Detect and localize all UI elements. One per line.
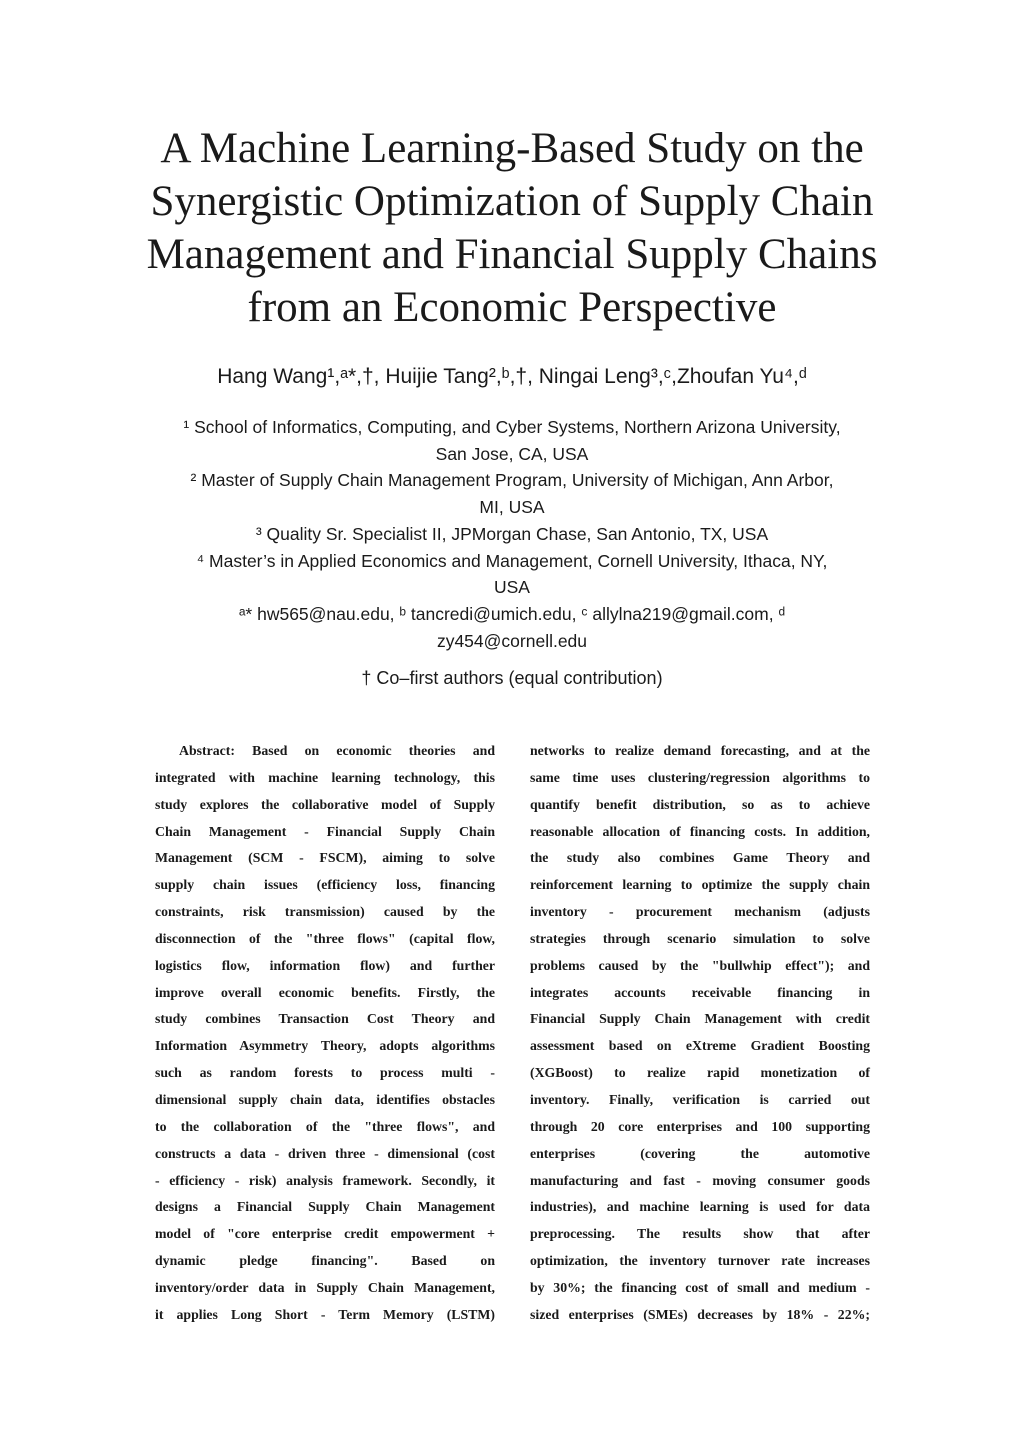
affiliation-line: ¹ School of Informatics, Computing, and Cyber Systems, Northern Arizona University,: [183, 417, 841, 437]
abstract-line: supply chain issues (efficiency loss, financing: [155, 877, 495, 893]
abstract-line: constructs a data - driven three - dimensional (cost: [155, 1145, 495, 1161]
affiliation-line: MI, USA: [479, 497, 545, 518]
affiliation-line: ² Master of Supply Chain Management Program, University of Michigan, Ann Arbor,: [190, 470, 834, 491]
affiliation-line: ³ Quality Sr. Specialist II, JPMorgan Chase, San Antonio, TX, USA: [255, 523, 769, 544]
abstract-line: sized enterprises (SMEs) decreases by 18% - 22%;: [530, 1306, 870, 1322]
abstract-line: same time uses clustering/regression algorithms to: [530, 769, 870, 785]
abstract-line: model of "core enterprise credit empowerment +: [155, 1226, 495, 1242]
author-list: Hang Wang¹,ᵃ*,†, Huijie Tang²,ᵇ,†, Ningai Leng³,ᶜ,Zhoufan Yu⁴,ᵈ: [217, 365, 807, 388]
title-line: Management and Financial Supply Chains: [146, 231, 878, 278]
abstract-line: dimensional supply chain data, identifies obstacles: [155, 1091, 495, 1107]
abstract-line: inventory/order data in Supply Chain Management,: [155, 1279, 495, 1295]
abstract-line: preprocessing. The results show that after: [530, 1226, 870, 1242]
abstract-line: strategies through scenario simulation to solve: [530, 930, 870, 946]
abstract-line: integrates accounts receivable financing in: [530, 984, 870, 1000]
abstract-line: constraints, risk transmission) caused by the: [155, 904, 495, 920]
abstract-line: improve overall economic benefits. Firstly, the: [155, 984, 495, 1000]
abstract-line: (XGBoost) to realize rapid monetization of: [530, 1065, 870, 1081]
abstract-line: disconnection of the "three flows" (capital flow,: [155, 930, 495, 946]
abstract-line: logistics flow, information flow) and further: [155, 957, 495, 973]
abstract-line: manufacturing and fast - moving consumer goods: [530, 1172, 870, 1188]
abstract-line: reasonable allocation of financing costs. In addition,: [530, 823, 870, 839]
email-line: zy454@cornell.edu: [436, 630, 588, 651]
abstract-line: through 20 core enterprises and 100 supporting: [530, 1118, 870, 1134]
abstract-line: assessment based on eXtreme Gradient Boosting: [530, 1038, 870, 1054]
abstract-line: designs a Financial Supply Chain Management: [155, 1199, 495, 1215]
paper-title: [112, 122, 912, 334]
abstract-line: Management (SCM - FSCM), aiming to solve: [155, 850, 495, 866]
title-line: from an Economic Perspective: [247, 284, 777, 331]
abstract-line: quantify benefit distribution, so as to achieve: [530, 796, 870, 812]
abstract-line: to the collaboration of the "three flows", and: [155, 1118, 495, 1134]
abstract-line: the study also combines Game Theory and: [530, 850, 870, 866]
abstract-line: it applies Long Short - Term Memory (LSTM): [155, 1306, 495, 1322]
abstract-line: reinforcement learning to optimize the supply chain: [530, 877, 870, 893]
abstract-line: inventory. Finally, verification is carried out: [530, 1091, 870, 1107]
email-line: ᵃ* hw565@nau.edu, ᵇ tancredi@umich.edu, ᶜ allylna219@gmail.com, ᵈ: [238, 603, 786, 624]
abstract-line: industries), and machine learning is used for data: [530, 1199, 870, 1215]
abstract-line: Information Asymmetry Theory, adopts algorithms: [155, 1038, 495, 1054]
abstract-line: networks to realize demand forecasting, and at the: [530, 743, 870, 758]
affiliation-line: ⁴ Master’s in Applied Economics and Management, Cornell University, Ithaca, NY,: [196, 550, 828, 571]
abstract-line: Financial Supply Chain Management with credit: [530, 1011, 870, 1027]
title-line: A Machine Learning-Based Study on the: [160, 125, 864, 172]
abstract-line: - efficiency - risk) analysis framework. Secondly, it: [155, 1172, 495, 1188]
abstract-line: study explores the collaborative model of Supply: [155, 796, 495, 812]
affiliations: [132, 414, 892, 692]
abstract-line: dynamic pledge financing". Based on: [155, 1253, 495, 1269]
abstract-line: such as random forests to process multi -: [155, 1065, 495, 1081]
title-line: Synergistic Optimization of Supply Chain: [150, 178, 874, 225]
abstract-line: integrated with machine learning technology, this: [155, 769, 495, 785]
abstract-line: problems caused by the "bullwhip effect"); and: [530, 957, 870, 973]
abstract-line: optimization, the inventory turnover rate increases: [530, 1253, 870, 1269]
affiliation-line: USA: [494, 577, 530, 598]
affiliation-line: San Jose, CA, USA: [435, 443, 589, 464]
abstract-line: Abstract: Based on economic theories and: [179, 743, 495, 758]
abstract-line: by 30%; the financing cost of small and medium -: [530, 1279, 870, 1295]
equal-contribution-note: † Co–first authors (equal contribution): [361, 668, 663, 689]
abstract-line: enterprises (covering the automotive: [530, 1145, 870, 1161]
abstract-line: study combines Transaction Cost Theory and: [155, 1011, 495, 1027]
abstract-line: inventory - procurement mechanism (adjusts: [530, 904, 870, 920]
abstract-column-left: [155, 738, 495, 1329]
abstract-column-right: [530, 738, 870, 1329]
abstract-line: Chain Management - Financial Supply Chain: [155, 823, 495, 839]
